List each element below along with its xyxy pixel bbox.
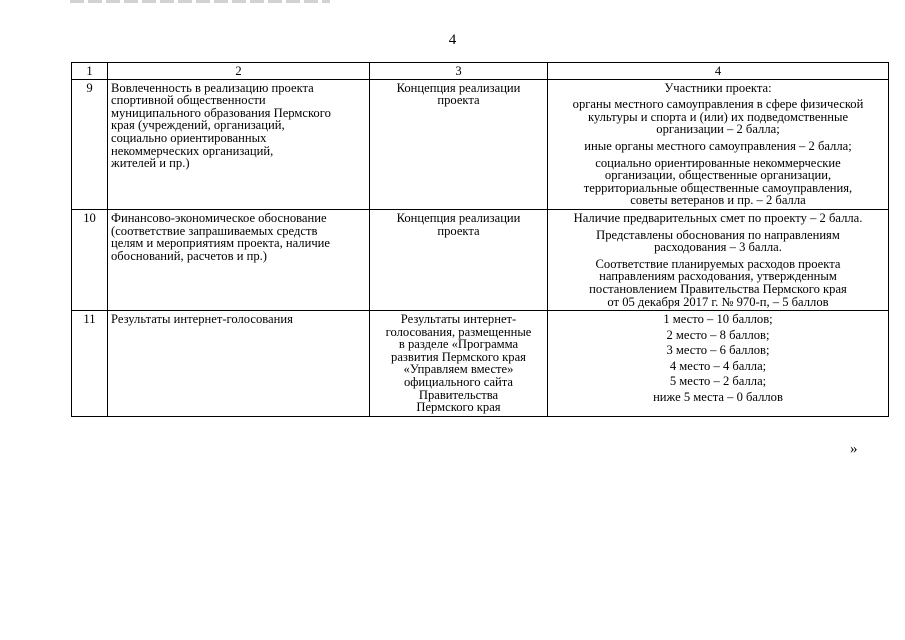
source-line: Результаты интернет- [400, 312, 517, 327]
score-line: расходования – 3 балла. [654, 240, 782, 255]
score-cell [548, 79, 889, 209]
criterion-line: Результаты интернет-голосования [111, 312, 293, 327]
source-line: Правительства [418, 387, 499, 402]
criterion-line: Вовлеченность в реализацию проекта [111, 80, 314, 95]
score-paragraph [551, 313, 885, 326]
score-line: Наличие предварительных смет по проекту – 2 балла. [573, 210, 863, 225]
score-line: 3 место – 6 баллов; [666, 343, 770, 358]
score-line: Участники проекта: [664, 80, 772, 95]
table-row [72, 311, 889, 417]
score-line: территориальные общественные самоуправления, [583, 180, 853, 195]
score-line: 2 место – 8 баллов; [666, 327, 770, 342]
score-paragraph [551, 344, 885, 357]
score-paragraph [551, 98, 885, 136]
source-line: Концепция реализации [396, 80, 521, 95]
score-line: органы местного самоуправления в сфере физической [572, 97, 864, 112]
criterion-cell [108, 79, 370, 209]
score-paragraph [551, 157, 885, 207]
score-line: Соответствие планируемых расходов проекта [595, 256, 841, 271]
score-paragraph [551, 329, 885, 342]
score-line: организации, общественные организации, [604, 168, 832, 183]
score-cell [548, 311, 889, 417]
source-line: «Управляем вместе» [403, 362, 514, 377]
row-number: 11 [72, 311, 108, 417]
source-line: в разделе «Программа [398, 337, 519, 352]
header-col-3: 3 [370, 63, 548, 80]
criterion-line: обоснований, расчетов и пр.) [111, 248, 267, 263]
closing-quote: » [850, 441, 858, 457]
score-line: направлениям расходования, утвержденным [599, 269, 837, 284]
page-number: 4 [448, 32, 457, 48]
score-paragraph [551, 391, 885, 404]
source-line: проекта [437, 223, 480, 238]
criterion-cell [108, 311, 370, 417]
table-header-row [72, 63, 889, 80]
table-row [72, 79, 889, 209]
score-paragraph [551, 82, 885, 95]
criterion-line: спортивной общественности [111, 93, 266, 108]
table-row [72, 209, 889, 310]
source-line: официального сайта [403, 375, 514, 390]
source-line: голосования, размещенные [385, 324, 532, 339]
criterion-cell [108, 209, 370, 310]
criterion-line: Финансово-экономическое обоснование [111, 210, 327, 225]
header-col-4: 4 [548, 63, 889, 80]
score-line: организации – 2 балла; [656, 122, 780, 137]
criterion-line: некоммерческих организаций, [111, 143, 274, 158]
criterion-line: (соответствие запрашиваемых средств [111, 223, 318, 238]
score-line: советы ветеранов и пр. – 2 балла [630, 193, 806, 208]
source-line: проекта [437, 93, 480, 108]
score-line: социально ориентированные некоммерческие [595, 155, 841, 170]
scan-artifact-top [70, 0, 330, 3]
source-cell [370, 311, 548, 417]
criteria-table [71, 62, 889, 417]
source-line: Пермского края [416, 400, 501, 415]
criterion-line: жителей и пр.) [111, 156, 190, 171]
source-line: развития Пермского края [391, 349, 526, 364]
criterion-line: целям и мероприятиям проекта, наличие [111, 236, 330, 251]
criterion-line: социально ориентированных [111, 130, 267, 145]
score-line: ниже 5 места – 0 баллов [653, 390, 783, 405]
header-col-2: 2 [108, 63, 370, 80]
score-line: 1 место – 10 баллов; [663, 312, 773, 327]
row-number: 9 [72, 79, 108, 209]
score-line: 4 место – 4 балла; [669, 358, 767, 373]
criterion-line: края (учреждений, организаций, [111, 118, 285, 133]
score-line: Представлены обоснования по направлениям [596, 227, 840, 242]
score-line: 5 место – 2 балла; [669, 374, 767, 389]
row-number: 10 [72, 209, 108, 310]
score-paragraph [551, 360, 885, 373]
score-cell [548, 209, 889, 310]
score-paragraph [551, 140, 885, 153]
source-cell [370, 79, 548, 209]
score-paragraph [551, 258, 885, 308]
score-line: от 05 декабря 2017 г. № 970-п, – 5 баллов [607, 294, 829, 309]
score-line: постановлением Правительства Пермского края [589, 281, 847, 296]
score-paragraph [551, 375, 885, 388]
source-cell [370, 209, 548, 310]
source-line: Концепция реализации [396, 210, 521, 225]
criterion-line: муниципального образования Пермского [111, 105, 331, 120]
header-col-1: 1 [72, 63, 108, 80]
score-line: культуры и спорта и (или) их подведомственные [587, 109, 849, 124]
score-line: иные органы местного самоуправления – 2 балла; [584, 138, 852, 153]
score-paragraph [551, 212, 885, 225]
score-paragraph [551, 229, 885, 254]
